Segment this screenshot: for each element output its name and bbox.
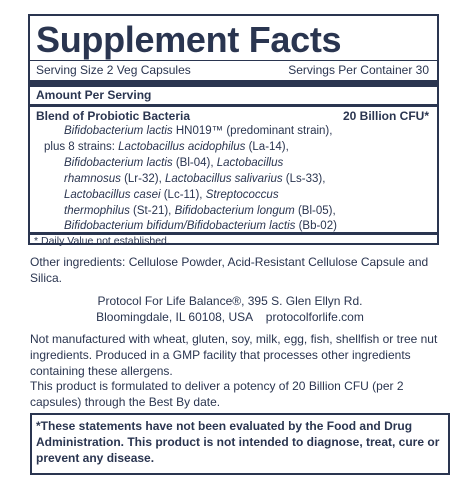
strain-line: plus 8 strains: Lactobacillus acidophilus (La-14),: [44, 141, 289, 153]
strain-line: Bifidobacterium bifidum/Bifidobacterium lactis (Bb-02): [64, 220, 337, 232]
medium-divider: [30, 104, 437, 107]
company-address-line1: Protocol For Life Balance®, 395 S. Glen Ellyn Rd.: [97, 294, 363, 308]
serving-size: Serving Size 2 Veg Capsules: [36, 63, 191, 77]
company-address-line2: Bloomingdale, IL 60108, USA protocolforlife.com: [96, 310, 364, 324]
strain-line: Bifidobacterium lactis (Bl-04), Lactobacillus: [64, 157, 284, 169]
amount-per-serving-header: Amount Per Serving: [36, 88, 152, 102]
blend-amount: 20 Billion CFU*: [342, 109, 429, 123]
strain-line: rhamnosus (Lr-32), Lactobacillus salivarius (Ls-33),: [64, 173, 326, 185]
thick-divider: [30, 80, 437, 87]
servings-per-container: Servings Per Container 30: [288, 63, 429, 77]
strain-line: thermophilus (St-21), Bifidobacterium longum (Bl-05),: [64, 205, 336, 217]
supplement-facts-panel: [28, 14, 439, 245]
daily-value-footnote: * Daily Value not established.: [34, 235, 170, 247]
divider: [30, 60, 437, 61]
allergen-statement: Not manufactured with wheat, gluten, soy, milk, egg, fish, shellfish or tree nut ingredients. Produced in a GMP facility that processes other ingredients containing these allergens.: [30, 332, 438, 378]
potency-statement: This product is formulated to deliver a potency of 20 Billion CFU (per 2 capsules) through the Best By date.: [30, 379, 404, 409]
strain-line: Lactobacillus casei (Lc-11), Streptococcus: [64, 189, 279, 201]
fda-disclaimer: *These statements have not been evaluated by the Food and Drug Administration. This product is not intended to diagnose, treat, cure or prevent any disease.: [30, 413, 450, 475]
blend-name: Blend of Probiotic Bacteria: [36, 109, 191, 123]
strain-line: Bifidobacterium lactis HN019™ (predominant strain),: [64, 125, 333, 137]
other-ingredients: Other ingredients: Cellulose Powder, Acid-Resistant Cellulose Capsule and Silica.: [30, 255, 429, 285]
panel-title: Supplement Facts: [36, 19, 342, 60]
